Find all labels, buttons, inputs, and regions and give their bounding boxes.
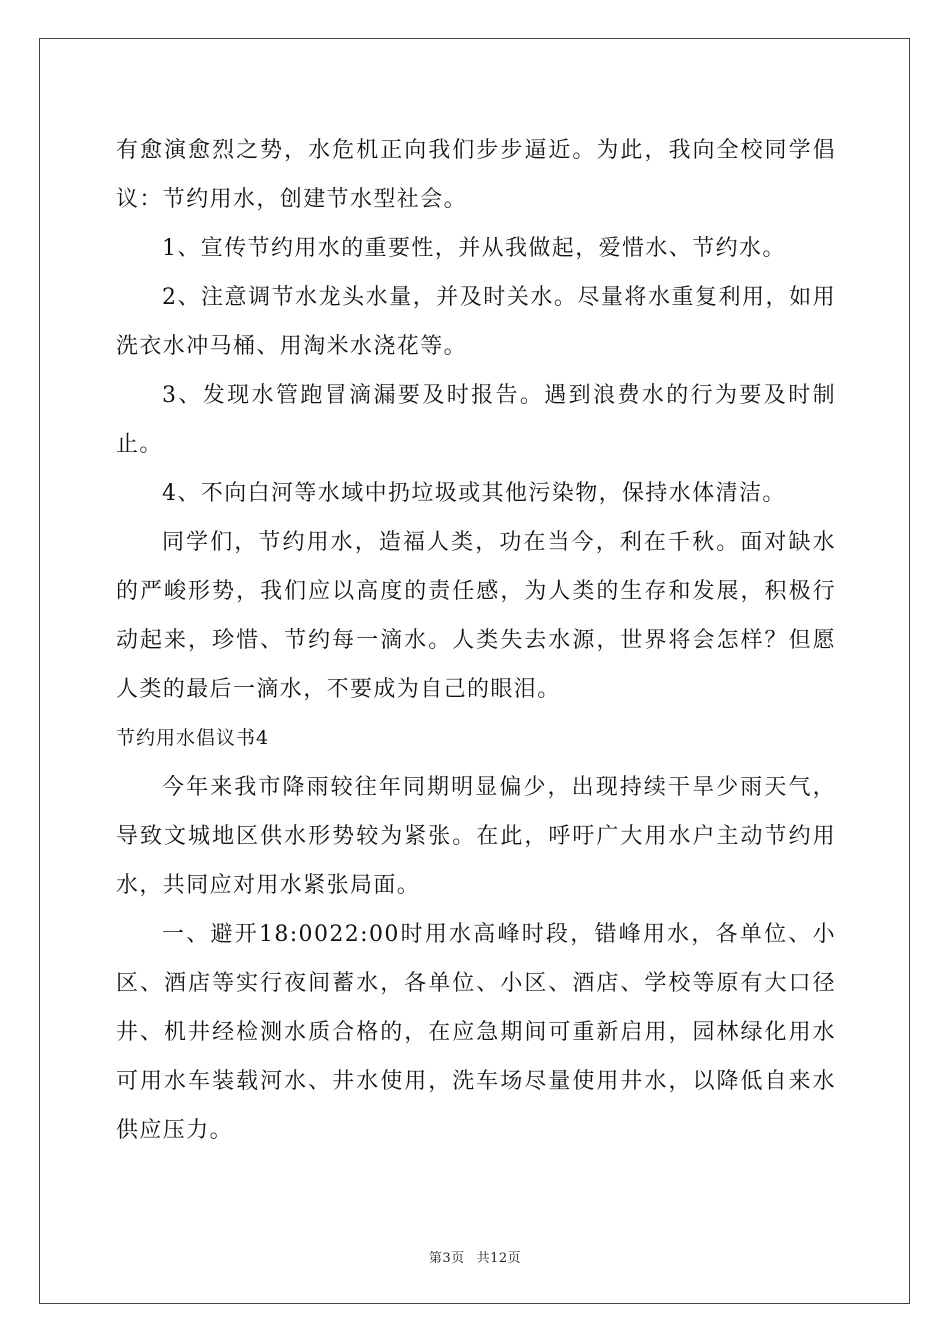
paragraph-section-intro: 今年来我市降雨较往年同期明显偏少，出现持续干旱少雨天气，导致文城地区供水形势较为紧张。在此，呼吁广大用水户主动节约用水，共同应对用水紧张局面。 (116, 775, 836, 898)
paragraph-section-item-1: 一、避开18:0022:00时用水高峰时段，错峰用水，各单位、小区、酒店等实行夜间蓄水，各单位、小区、酒店、学校等原有大口径井、机井经检测水质合格的，在应急期间可重新启用，园林绿化用水可用水车装载河水、井水使用，洗车场尽量使用井水，以降低自来水供应压力。 (116, 922, 836, 1143)
page-number-total: 共12页 (476, 1251, 522, 1266)
paragraph-intro: 有愈演愈烈之势，水危机正向我们步步逼近。为此，我向全校同学倡议：节约用水，创建节水型社会。 (116, 138, 836, 212)
paragraph-appeal: 同学们，节约用水，造福人类，功在当今，利在千秋。面对缺水的严峻形势，我们应以高度的责任感，为人类的生存和发展，积极行动起来，珍惜、节约每一滴水。人类失去水源，世界将会怎样？但愿人类的最后一滴水，不要成为自己的眼泪。 (116, 530, 836, 702)
paragraph-item-1: 1、宣传节约用水的重要性，并从我做起，爱惜水、节约水。 (162, 236, 786, 261)
paragraph-item-3: 3、发现水管跑冒滴漏要及时报告。遇到浪费水的行为要及时制止。 (116, 383, 836, 457)
section-heading: 节约用水倡议书4 (116, 727, 270, 749)
paragraph-item-2: 2、注意调节水龙头水量，并及时关水。尽量将水重复利用，如用洗衣水冲马桶、用淘米水浇花等。 (116, 285, 836, 359)
page-footer (0, 1247, 950, 1266)
paragraph-item-4: 4、不向白河等水域中扔垃圾或其他污染物，保持水体清洁。 (162, 481, 786, 506)
document-body (116, 126, 836, 1155)
page-number-current: 第3页 (428, 1251, 465, 1266)
